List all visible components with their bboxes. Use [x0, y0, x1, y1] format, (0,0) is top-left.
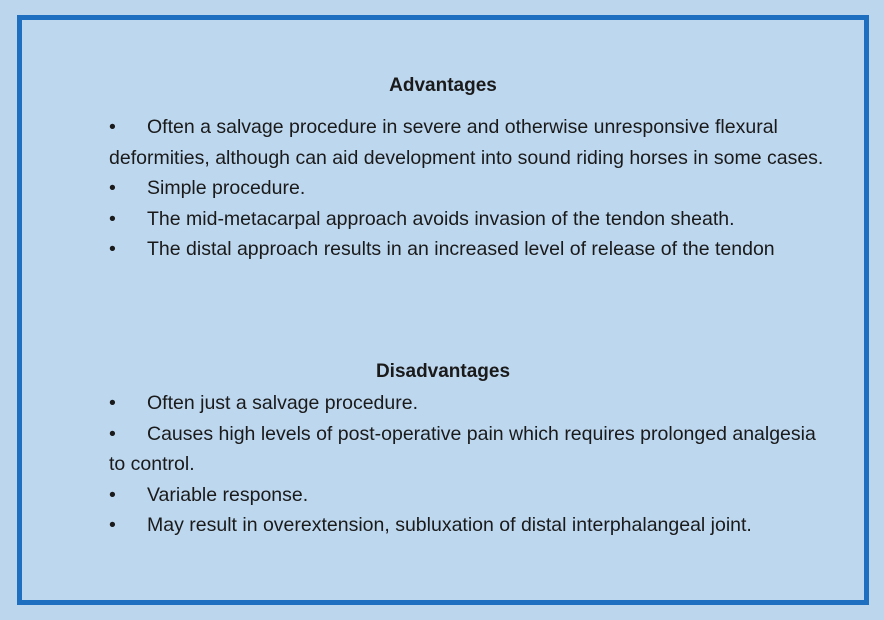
list-item — [109, 388, 829, 419]
disadvantages-heading: Disadvantages — [375, 361, 511, 382]
list-item-text: Often just a salvage procedure. — [147, 392, 418, 414]
list-item-text: May result in overextension, subluxation of distal interphalangeal joint. — [147, 514, 752, 537]
list-item-text: Causes high levels of post-operative pain which requires prolonged analgesia to control. — [109, 422, 816, 476]
bullet: • — [109, 514, 116, 537]
bullet: • — [109, 392, 116, 414]
list-item-text: Variable response. — [147, 483, 309, 506]
advantages-list — [109, 112, 829, 265]
bullet: • — [109, 177, 116, 200]
advantages-heading: Advantages — [389, 75, 497, 96]
list-item — [109, 173, 829, 204]
list-item-text: Simple procedure. — [147, 177, 306, 200]
list-item-text: Often a salvage procedure in severe and otherwise unresponsive flexural deformities, although can aid development into sound riding horses in some cases. — [109, 116, 824, 169]
list-item-text: The mid-metacarpal approach avoids invasion of the tendon sheath. — [147, 207, 735, 230]
list-item — [109, 510, 829, 541]
disadvantages-list — [109, 388, 829, 541]
list-item — [109, 480, 829, 511]
list-item — [109, 234, 829, 265]
list-item — [109, 204, 829, 235]
list-item — [109, 419, 829, 480]
list-item — [109, 112, 829, 173]
info-box — [17, 15, 869, 605]
list-item-text: The distal approach results in an increased level of release of the tendon — [147, 238, 775, 261]
bullet: • — [109, 483, 116, 506]
bullet: • — [109, 238, 116, 261]
bullet: • — [109, 207, 116, 230]
bullet: • — [109, 422, 116, 445]
bullet: • — [109, 116, 116, 138]
